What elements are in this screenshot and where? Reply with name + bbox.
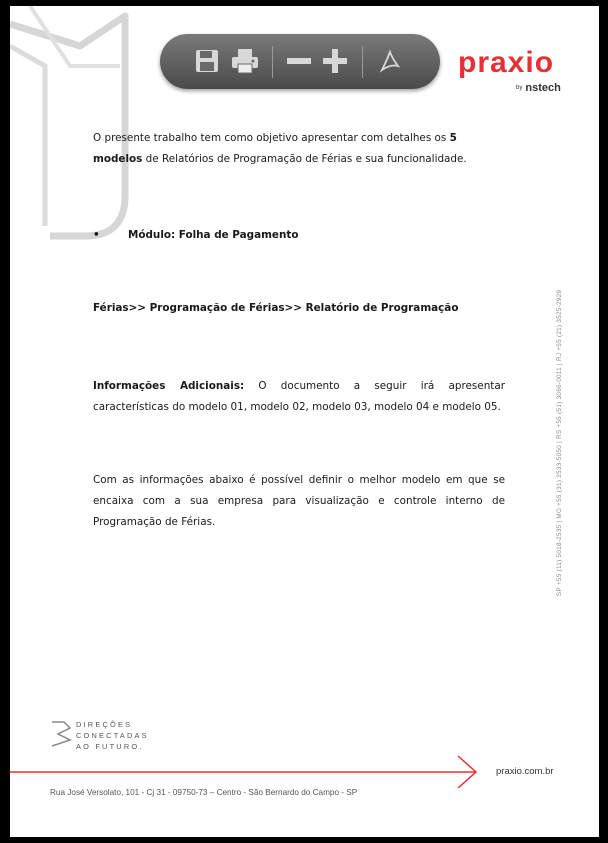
intro-paragraph: O presente trabalho tem como objetivo apresentar com detalhes os 5 modelos de Relatórios de Programação de Férias e sua funcionalidade. [93, 132, 467, 165]
info-paragraph: Informações Adicionais: O documento a seguir irá apresentar características do modelo 01, modelo 02, modelo 03, modelo 04 e modelo 05. [93, 380, 505, 413]
address: Rua José Versolato, 101 - Cj 31 - 09750-73 – Centro - São Bernardo do Campo - SP [50, 788, 358, 797]
save-icon[interactable] [190, 44, 224, 78]
side-contacts: SP +55 (11) 5018-2535 | MG +55 (31) 2533-5050 | RS +55 (51) 3066-0011 | RJ +55 (21) 3525-2929 [556, 289, 563, 596]
document-page [10, 6, 599, 837]
zoom-out-icon[interactable] [282, 44, 316, 78]
print-icon[interactable] [228, 44, 262, 78]
slogan: DIREÇÕES CONECTADAS AO FUTURO. [76, 720, 149, 751]
pdf-icon[interactable] [373, 44, 407, 78]
logo-sub: by nstech [516, 82, 561, 94]
footer-arrow-line [10, 744, 490, 788]
website-link[interactable]: praxio.com.br [496, 766, 554, 777]
pdf-toolbar [160, 34, 440, 89]
praxio-logo [458, 48, 568, 100]
menu-path: Férias>> Programação de Férias>> Relatório de Programação [93, 302, 459, 314]
closing-paragraph: Com as informações abaixo é possível definir o melhor modelo em que se encaixa com a sua empresa para visualização e controle interno de Programação de Férias. [93, 474, 505, 528]
module-bullet: • Módulo: Folha de Pagamento [93, 229, 299, 241]
logo-brand: praxio [458, 46, 555, 79]
zoom-in-icon[interactable] [318, 44, 352, 78]
